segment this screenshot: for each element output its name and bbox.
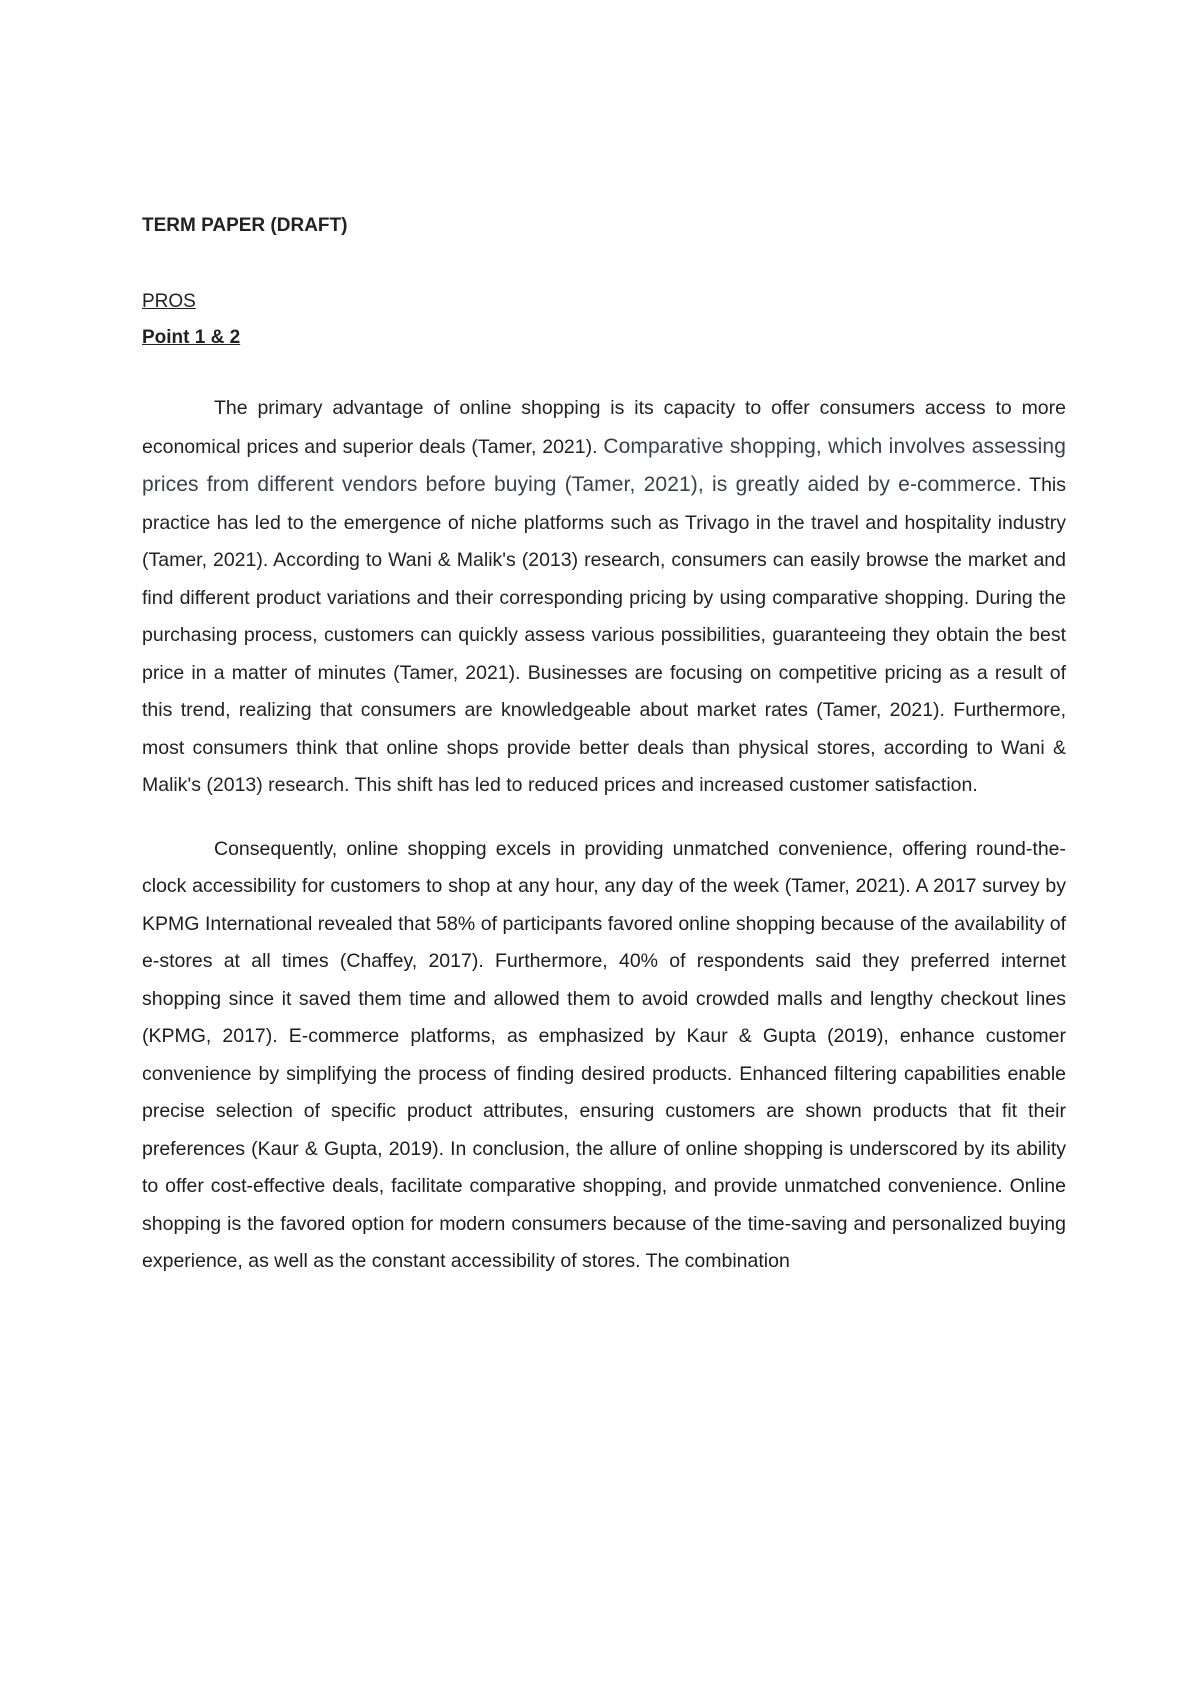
point-heading: Point 1 & 2 xyxy=(142,327,241,348)
section-label-pros: PROS xyxy=(142,291,196,312)
paragraph-2: Consequently, online shopping excels in providing unmatched convenience, offering round-the-clock accessibility for customers to shop at any hour, any day of the week (Tamer, 2021). A 2017 survey by KPMG International revealed that 58% of participants favored online shopping because of the availability of e-stores at all times (Chaffey, 2017). Furthermore, 40% of respondents said they preferred internet shopping since it saved them time and allowed them to avoid crowded malls and lengthy checkout lines (KPMG, 2017). E-commerce platforms, as emphasized by Kaur & Gupta (2019), enhance customer convenience by simplifying the process of finding desired products. Enhanced filtering capabilities enable precise selection of specific product attributes, ensuring customers are shown products that fit their preferences (Kaur & Gupta, 2019). In conclusion, the allure of online shopping is underscored by its ability to offer cost-effective deals, facilitate comparative shopping, and provide unmatched convenience. Online shopping is the favored option for modern consumers because of the time-saving and personalized buying experience, as well as the constant accessibility of stores. The combination xyxy=(142,837,1066,1272)
paragraph-1-part-a: The primary advantage of online shopping is its capacity to offer consumers access to more economical prices and superior deals (Tamer, 2021). xyxy=(142,397,1066,458)
document-body xyxy=(142,212,1066,1281)
paragraph-1-part-c: This practice has led to the emergence of niche platforms such as Trivago in the travel and hospitality industry (Tamer, 2021). According to Wani & Malik's (2013) research, consumers can easily browse the market and find different product variations and their corresponding pricing by using comparative shopping. During the purchasing process, customers can quickly assess various possibilities, guaranteeing they obtain the best price in a matter of minutes (Tamer, 2021). Businesses are focusing on competitive pricing as a result of this trend, realizing that consumers are knowledgeable about market rates (Tamer, 2021). Furthermore, most consumers think that online shops provide better deals than physical stores, according to Wani & Malik's (2013) research. This shift has led to reduced prices and increased customer satisfaction. xyxy=(142,474,1066,796)
paragraph-1-emphasis: Comparative shopping, which involves assessing prices from different vendors before buying (Tamer, 2021), is greatly aided by e-commerce. xyxy=(142,434,1066,496)
paragraph-1 xyxy=(142,390,1066,805)
document-title: TERM PAPER (DRAFT) xyxy=(142,215,348,236)
